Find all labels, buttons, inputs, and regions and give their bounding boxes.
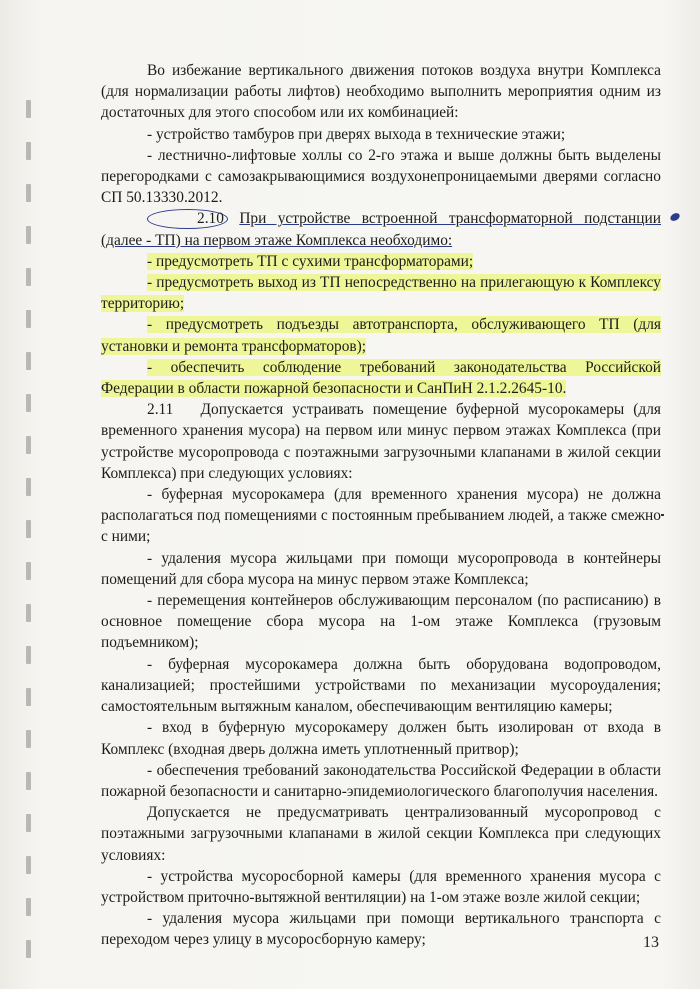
document-body (101, 60, 661, 951)
binding-hole (26, 772, 31, 790)
binding-hole (26, 604, 31, 622)
binding-hole (26, 268, 31, 286)
binding-hole (26, 520, 31, 538)
binding-hole (26, 226, 31, 244)
binding-hole (26, 100, 31, 118)
binding-hole (26, 310, 31, 328)
list-item: - устройство тамбуров при дверях выхода в технические этажи; (147, 125, 566, 143)
list-item: - перемещения контейнеров обслуживающим персоналом (по расписанию) в основное помещение сбора мусора на 1-ом этаже Комплекса (грузовым подъемником); (101, 592, 661, 652)
binding-hole (26, 436, 31, 454)
binding-hole (26, 646, 31, 664)
binding-hole (26, 688, 31, 706)
list-item (101, 251, 661, 272)
highlighted-text: - предусмотреть подъезды автотранспорта, обслуживающего ТП (для установки и ремонта трансформаторов); (101, 316, 661, 355)
pen-mark-icon (668, 210, 682, 228)
binding-hole (26, 394, 31, 412)
list-item: - удаления мусора жильцами при помощи мусоропровода в контейнеры помещений для сбора мусора на минус первом этаже Комплекса; (101, 549, 661, 588)
binding-hole (26, 814, 31, 832)
binding-hole (26, 940, 31, 958)
binding-hole (26, 478, 31, 496)
section-number-circled: 2.10 (147, 209, 228, 229)
section-2-11-heading (101, 399, 661, 484)
section-heading: Допускается устраивать помещение буферной мусорокамеры (для временного хранения мусора) на первом или минус первом этажах Комплекса (при устройстве мусоропровода с поэтажными загрузочными клапанами в жилой секции Комплекса) при следующих условиях: (101, 401, 661, 482)
list-item: - буферная мусорокамера должна быть оборудована водопроводом, канализацией; простейшими устройствами по механизации мусороудаления; самостоятельным вытяжным каналом, обеспечивающим вентиляцию камеры; (101, 655, 661, 716)
list-item: - удаления мусора жильцами при помощи вертикального транспорта с переходом через улицу в мусоросборную камеру; (101, 910, 661, 949)
list-item (101, 314, 661, 356)
binding-hole (26, 184, 31, 202)
list-item (101, 272, 661, 314)
list-item: - обеспечения требований законодательства Российской Федерации в области пожарной безопасности и санитарно-эпидемиологического благополучия населения. (101, 761, 661, 800)
page-number: 13 (643, 934, 659, 951)
binding-hole (26, 352, 31, 370)
binding-holes (26, 80, 36, 980)
list-item: - буферная мусорокамера (для временного хранения мусора) не должна располагаться под помещениями с постоянным пребыванием людей, а также смежно с ними; (101, 486, 661, 546)
list-item: - лестнично-лифтовые холлы со 2-го этажа и выше должны быть выделены перегородками с самозакрывающимися воздухонепроницаемыми дверями согласно СП 50.13330.2012. (101, 146, 661, 207)
highlighted-text: - обеспечить соблюдение требований законодательства Российской Федерации в области пожарной безопасности и СанПиН 2.1.2.2645-10. (101, 358, 661, 398)
section-heading-underlined: При устройстве встроенной трансформаторной подстанции (далее - ТП) на первом этаже Комплекса необходимо: (101, 210, 661, 249)
paragraph-alt-intro: Допускается не предусматривать централизованный мусоропровод с поэтажными загрузочными клапанами в жилой секции Комплекса при следующих условиях: (101, 804, 661, 864)
section-2-10-heading (101, 208, 661, 250)
binding-hole (26, 142, 31, 160)
list-item: - вход в буферную мусорокамеру должен быть изолирован от входа в Комплекс (входная дверь должна иметь уплотненный притвор); (101, 719, 661, 758)
binding-hole (26, 730, 31, 748)
binding-hole (26, 898, 31, 916)
list-item (101, 357, 661, 399)
binding-hole (26, 562, 31, 580)
section-number: 2.11 (147, 401, 174, 419)
list-item: - устройства мусоросборной камеры (для временного хранения мусора с устройством приточно-вытяжной вентиляции) на 1-ом этаже возле жилой секции; (101, 867, 661, 906)
pen-tick-mark (661, 514, 664, 516)
paragraph-intro: Во избежание вертикального движения потоков воздуха внутри Комплекса (для нормализации работы лифтов) необходимо выполнить мероприятия одним из достаточных для этого способом или их комбинацией: (101, 62, 661, 122)
binding-hole (26, 856, 31, 874)
highlighted-text: - предусмотреть ТП с сухими трансформаторами; (147, 252, 474, 270)
highlighted-text: - предусмотреть выход из ТП непосредственно на прилегающую к Комплексу территорию; (101, 274, 661, 313)
